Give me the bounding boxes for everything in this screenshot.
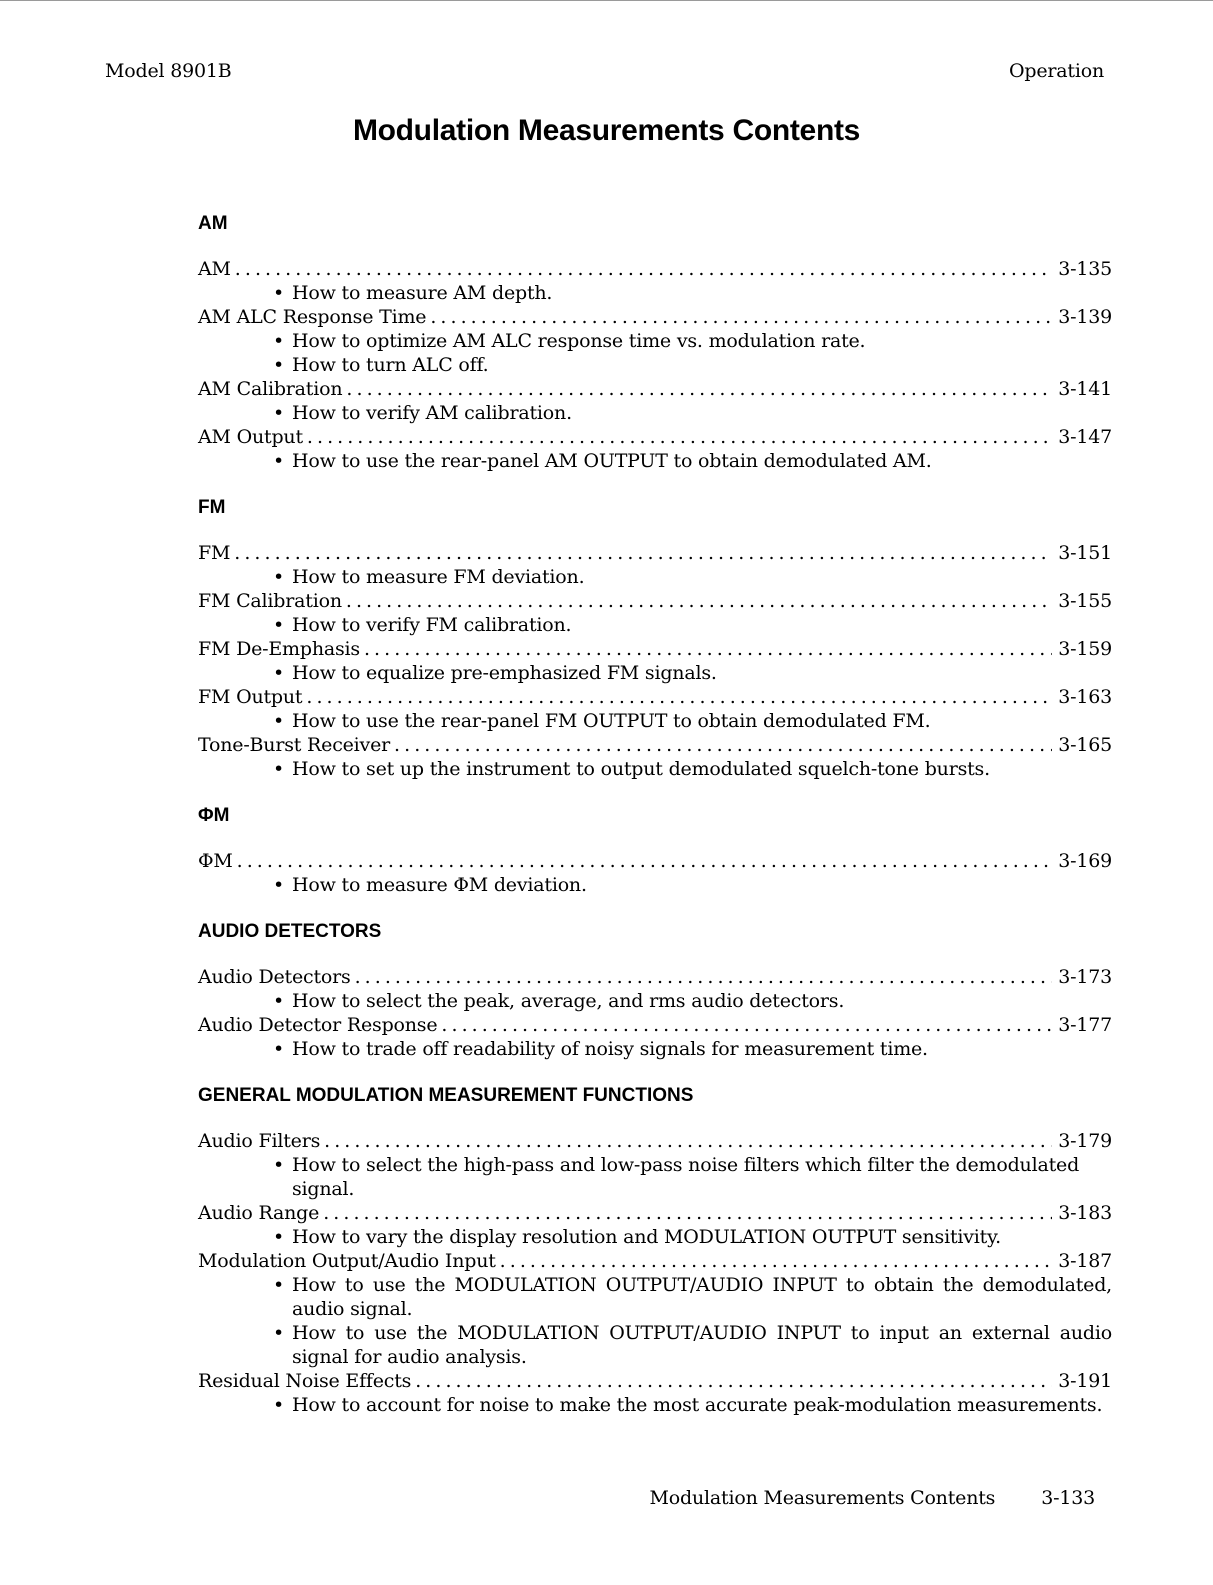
toc-entry-title: Audio Filters [198, 1130, 321, 1152]
toc-entry-fm[interactable] [198, 541, 1112, 565]
section-heading-fm: FM [198, 497, 226, 518]
header-model: Model 8901B [105, 60, 232, 82]
toc-entry-page: 3-191 [1058, 1370, 1112, 1392]
bullet-icon: • [273, 1322, 285, 1344]
bullet-icon: • [273, 330, 285, 352]
toc-entry-tone-burst-receiver[interactable] [198, 733, 1112, 757]
toc-entry-title: FM [198, 542, 231, 564]
toc-entry-audio-filters[interactable] [198, 1129, 1112, 1153]
toc-entry-title: AM [198, 258, 231, 280]
section-heading-general-modulation: GENERAL MODULATION MEASUREMENT FUNCTIONS [198, 1085, 694, 1106]
toc-entry-title: FM Output [198, 686, 303, 708]
toc-entry-fm-output[interactable] [198, 685, 1112, 709]
toc-entry-page: 3-135 [1058, 258, 1112, 280]
toc-entry-page: 3-151 [1058, 542, 1112, 564]
toc-entry-fm-calibration[interactable] [198, 589, 1112, 613]
bullet-icon: • [273, 874, 285, 896]
bullet-icon: • [273, 710, 285, 732]
toc-bullet: • How to select the high-pass and low-pass noise filters which filter the demodulated signal. [273, 1154, 1080, 1200]
toc-bullet: • How to account for noise to make the most accurate peak-modulation measurements. [273, 1394, 1103, 1416]
toc-entry-page: 3-187 [1058, 1250, 1112, 1272]
toc-entry-title: Tone-Burst Receiver [198, 734, 391, 756]
dot-leader [307, 425, 1052, 449]
dot-leader [234, 541, 1052, 565]
bullet-icon: • [273, 758, 285, 780]
toc-entry-title: FM Calibration [198, 590, 342, 612]
bullet-icon: • [273, 614, 285, 636]
page-footer [650, 1487, 1095, 1509]
toc-entry-page: 3-169 [1058, 850, 1112, 872]
toc-entry-page: 3-165 [1058, 734, 1112, 756]
dot-leader [306, 685, 1052, 709]
toc-bullet: • How to vary the display resolution and MODULATION OUTPUT sensitivity. [273, 1226, 1001, 1248]
dot-leader [500, 1249, 1053, 1273]
toc-entry-title: Audio Detectors [198, 966, 351, 988]
toc-bullet: • How to measure ΦM deviation. [273, 874, 587, 896]
toc-entry-phi-m[interactable] [198, 849, 1112, 873]
bullet-icon: • [273, 354, 285, 376]
toc-bullet: • How to equalize pre-emphasized FM signals. [273, 662, 717, 684]
toc-entry-page: 3-155 [1058, 590, 1112, 612]
top-border-line [0, 0, 1213, 1]
toc-entry-title: AM Output [198, 426, 303, 448]
toc-entry-title: ΦM [198, 850, 233, 872]
bullet-icon: • [273, 1154, 285, 1176]
toc-entry-page: 3-177 [1058, 1014, 1112, 1036]
dot-leader [394, 733, 1052, 757]
toc-bullet: • How to use the rear-panel FM OUTPUT to obtain demodulated FM. [273, 710, 931, 732]
toc-entry-title: Residual Noise Effects [198, 1370, 412, 1392]
toc-entry-title: Audio Detector Response [198, 1014, 438, 1036]
section-heading-am: AM [198, 213, 228, 234]
toc-entry-title: Modulation Output/Audio Input [198, 1250, 496, 1272]
toc-bullet: • How to optimize AM ALC response time vs. modulation rate. [273, 330, 866, 352]
dot-leader [346, 589, 1052, 613]
toc-entry-audio-range[interactable] [198, 1201, 1112, 1225]
dot-leader [324, 1129, 1052, 1153]
toc-entry-page: 3-173 [1058, 966, 1112, 988]
toc-entry-title: FM De-Emphasis [198, 638, 360, 660]
toc-entry-page: 3-141 [1058, 378, 1112, 400]
toc-bullet: • How to set up the instrument to output demodulated squelch-tone bursts. [273, 758, 990, 780]
bullet-icon: • [273, 566, 285, 588]
footer-label: Modulation Measurements Contents [649, 1487, 996, 1509]
toc-bullet: • How to use the rear-panel AM OUTPUT to obtain demodulated AM. [273, 450, 932, 472]
bullet-icon: • [273, 1038, 285, 1060]
toc-bullet: • How to turn ALC off. [273, 354, 489, 376]
toc-bullet: • How to verify AM calibration. [273, 402, 572, 424]
bullet-icon: • [273, 450, 285, 472]
toc-entry-modulation-output-audio-input[interactable] [198, 1249, 1112, 1273]
toc-entry-am-alc-response-time[interactable] [198, 305, 1112, 329]
toc-entry-title: AM Calibration [198, 378, 343, 400]
toc-bullet: • How to verify FM calibration. [273, 614, 572, 636]
toc-entry-fm-de-emphasis[interactable] [198, 637, 1112, 661]
bullet-icon: • [273, 662, 285, 684]
header-chapter: Operation [1009, 60, 1104, 82]
dot-leader [415, 1369, 1052, 1393]
toc-entry-page: 3-179 [1058, 1130, 1112, 1152]
toc-bullet: • How to measure FM deviation. [273, 566, 585, 588]
toc-entry-title: AM ALC Response Time [198, 306, 427, 328]
dot-leader [235, 257, 1052, 281]
toc-entry-residual-noise-effects[interactable] [198, 1369, 1112, 1393]
toc-bullet: • How to use the MODULATION OUTPUT/AUDIO INPUT to obtain the demodulated, audio signal. [273, 1274, 1112, 1320]
dot-leader [355, 965, 1053, 989]
bullet-icon: • [273, 1274, 285, 1296]
bullet-icon: • [273, 1394, 285, 1416]
dot-leader [364, 637, 1052, 661]
toc-bullet: • How to select the peak, average, and rms audio detectors. [273, 990, 845, 1012]
dot-leader [237, 849, 1053, 873]
toc-entry-page: 3-159 [1058, 638, 1112, 660]
toc-entry-audio-detectors[interactable] [198, 965, 1112, 989]
dot-leader [430, 305, 1052, 329]
toc-bullet: • How to use the MODULATION OUTPUT/AUDIO INPUT to input an external audio signal for audio analysis. [273, 1322, 1112, 1368]
dot-leader [346, 377, 1052, 401]
toc-entry-am-output[interactable] [198, 425, 1112, 449]
toc-entry-am-calibration[interactable] [198, 377, 1112, 401]
toc-entry-audio-detector-response[interactable] [198, 1013, 1112, 1037]
dot-leader [323, 1201, 1052, 1225]
page-title: Modulation Measurements Contents [352, 114, 861, 147]
toc-entry-am[interactable] [198, 257, 1112, 281]
dot-leader [441, 1013, 1052, 1037]
section-heading-audio-detectors: AUDIO DETECTORS [198, 921, 382, 942]
toc-entry-page: 3-163 [1058, 686, 1112, 708]
toc-entry-page: 3-183 [1058, 1202, 1112, 1224]
bullet-icon: • [273, 990, 285, 1012]
toc-entry-page: 3-147 [1058, 426, 1112, 448]
footer-page-number: 3-133 [1041, 1487, 1095, 1509]
toc-bullet: • How to trade off readability of noisy signals for measurement time. [273, 1038, 928, 1060]
section-heading-phi-m: ΦM [198, 805, 230, 826]
bullet-icon: • [273, 1226, 285, 1248]
toc-bullet: • How to measure AM depth. [273, 282, 553, 304]
table-of-contents [198, 212, 1112, 1417]
toc-entry-page: 3-139 [1058, 306, 1112, 328]
bullet-icon: • [273, 402, 285, 424]
bullet-icon: • [273, 282, 285, 304]
toc-entry-title: Audio Range [198, 1202, 320, 1224]
